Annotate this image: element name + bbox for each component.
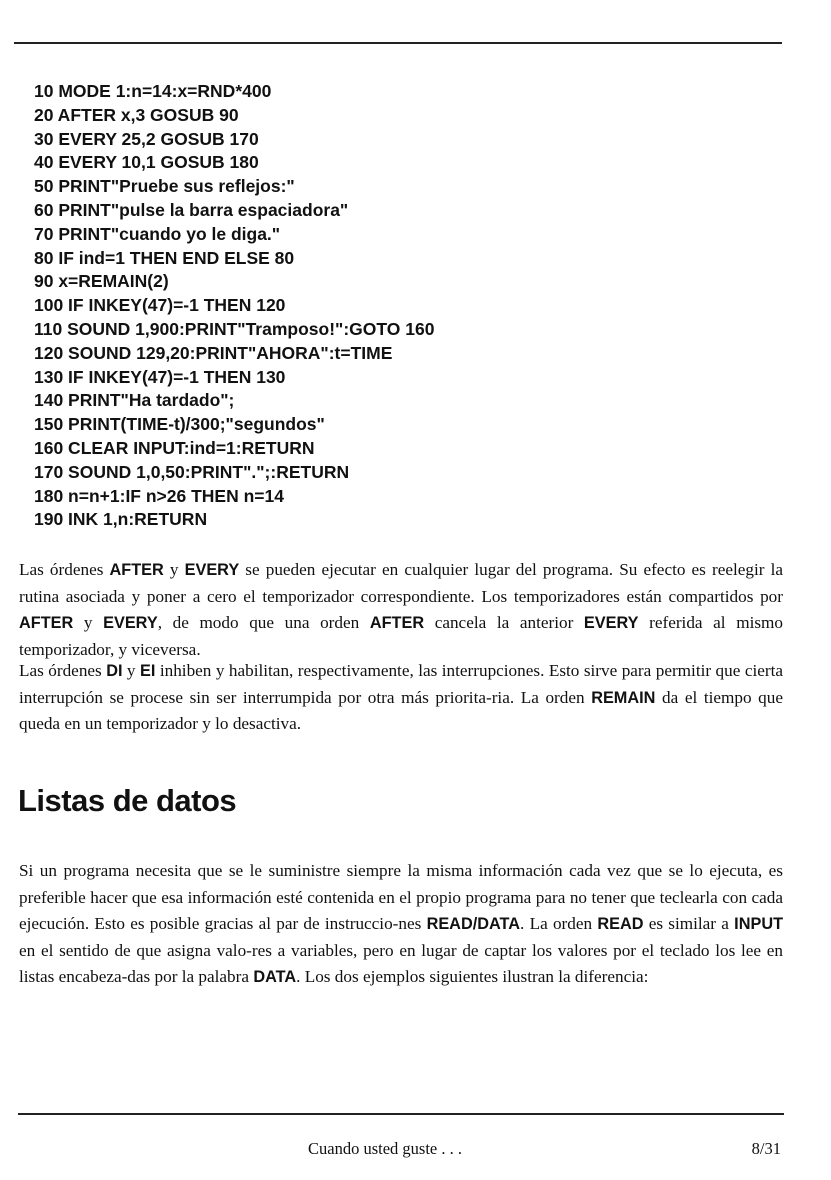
paragraph-read-data <box>19 858 783 991</box>
text-run: , de modo que una orden <box>157 613 370 632</box>
code-line: 190 INK 1,n:RETURN <box>34 509 208 530</box>
top-rule <box>14 42 782 44</box>
code-line: 30 EVERY 25,2 GOSUB 170 <box>34 128 259 149</box>
code-line: 110 SOUND 1,900:PRINT"Tramposo!":GOTO 160 <box>34 318 435 339</box>
paragraph-after-every <box>19 557 783 663</box>
keyword: EVERY <box>184 561 240 579</box>
text-run: . Los dos ejemplos siguientes ilustran la diferencia: <box>296 967 649 986</box>
keyword: READ <box>597 915 644 933</box>
text-run: y <box>122 661 140 680</box>
keyword: DATA <box>253 968 297 986</box>
bottom-rule <box>18 1113 784 1115</box>
text-run: cancela la anterior <box>424 613 584 632</box>
text-run: en el sentido de que asigna valo-res a variables, pero en lugar de captar los valores por el teclado los lee en listas encabeza-das por la palabra <box>19 940 783 986</box>
code-line: 10 MODE 1:n=14:x=RND*400 <box>34 81 272 101</box>
code-line: 140 PRINT"Ha tardado"; <box>34 390 235 411</box>
code-line: 130 IF INKEY(47)=-1 THEN 130 <box>34 366 286 387</box>
text-run: da el tiempo que queda en un temporizador y lo desactiva. <box>19 687 783 733</box>
keyword: DI <box>106 662 123 680</box>
text-run: inhiben y habilitan, respectivamente, las interrupciones. Esto sirve para permitir que cierta interrupción se procese sin ser interrumpida por otra más priorita-ria. La orden <box>19 661 783 707</box>
code-line: 40 EVERY 10,1 GOSUB 180 <box>34 152 259 173</box>
code-line: 100 IF INKEY(47)=-1 THEN 120 <box>34 295 286 316</box>
code-line: 120 SOUND 129,20:PRINT"AHORA":t=TIME <box>34 342 393 363</box>
keyword: AFTER <box>19 614 74 632</box>
text-run: . La orden <box>520 914 598 933</box>
code-line: 60 PRINT"pulse la barra espaciadora" <box>34 199 349 220</box>
text-run: Las órdenes <box>19 560 110 579</box>
text-run: se pueden ejecutar en cualquier lugar del programa. Su efecto es reelegir la rutina asociada y poner a cero el temporizador correspondiente. Los temporizadores están compartidos por <box>19 560 783 606</box>
code-line: 180 n=n+1:IF n>26 THEN n=14 <box>34 485 284 506</box>
section-heading: Listas de datos <box>18 783 237 818</box>
keyword: INPUT <box>734 915 784 933</box>
keyword: AFTER <box>109 561 164 579</box>
code-line: 160 CLEAR INPUT:ind=1:RETURN <box>34 437 315 458</box>
keyword: AFTER <box>369 614 425 632</box>
text-run: referida al mismo temporizador, y viceversa. <box>19 613 783 659</box>
keyword: REMAIN <box>591 688 656 707</box>
text-run: y <box>73 613 104 632</box>
text-run: es similar a <box>643 914 735 933</box>
keyword: EVERY <box>583 614 639 632</box>
code-line: 80 IF ind=1 THEN END ELSE 80 <box>34 247 295 268</box>
keyword: EVERY <box>103 614 158 632</box>
code-line: 170 SOUND 1,0,50:PRINT".";:RETURN <box>34 461 350 482</box>
text-run: y <box>163 560 185 579</box>
text-run: Las órdenes <box>19 661 107 680</box>
paragraph-di-ei <box>19 658 783 738</box>
code-line: 70 PRINT"cuando yo le diga." <box>34 223 281 244</box>
footer-title: Cuando usted guste . . . <box>308 1139 462 1158</box>
code-line: 50 PRINT"Pruebe sus reflejos:" <box>34 176 295 197</box>
text-run: Si un programa necesita que se le suministre siempre la misma información cada vez que se lo ejecuta, es preferible hacer que esa información esté contenida en el propio programa para no tener que teclearla con cada ejecución. Esto es posible gracias al par de instruccio-nes <box>19 861 783 933</box>
code-line: 20 AFTER x,3 GOSUB 90 <box>34 104 239 125</box>
page-number: 8/31 <box>751 1139 781 1158</box>
code-line: 90 x=REMAIN(2) <box>34 271 169 292</box>
keyword: EI <box>139 662 156 680</box>
code-line: 150 PRINT(TIME-t)/300;"segundos" <box>34 414 325 435</box>
keyword: READ/DATA <box>426 915 521 933</box>
code-listing <box>34 80 594 532</box>
